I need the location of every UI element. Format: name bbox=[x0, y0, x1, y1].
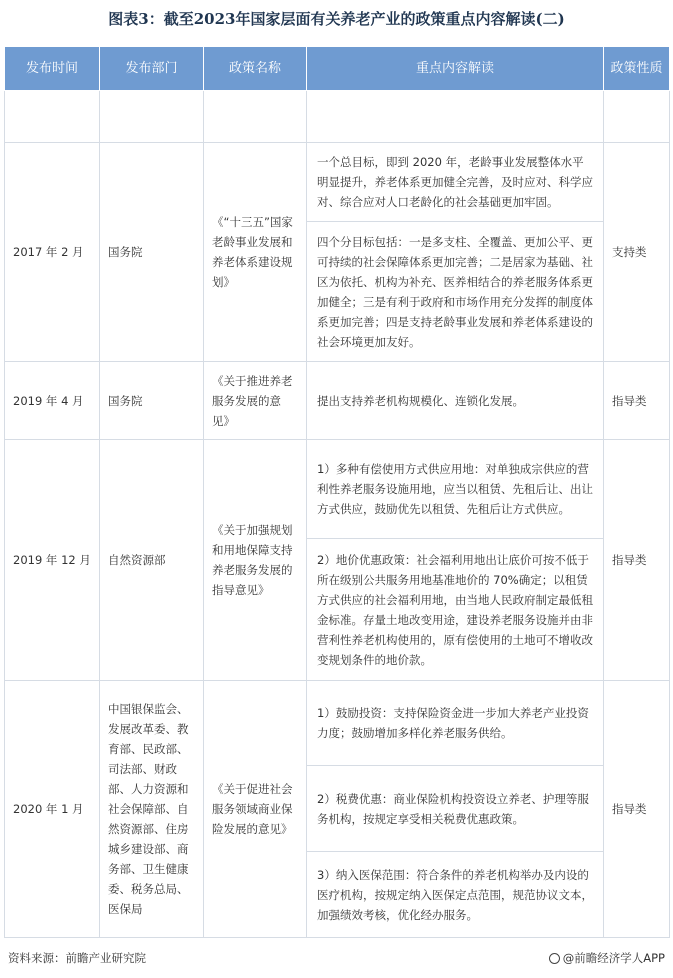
brand-note: @前瞻经济学人APP bbox=[549, 950, 665, 966]
header-key-points: 重点内容解读 bbox=[307, 47, 604, 91]
key-point: 提出支持养老机构规模化、连锁化发展。 bbox=[317, 393, 524, 408]
key-point: 一个总目标，即到 2020 年，老龄事业发展整体水平明显提升，养老体系更加健全完善，及时应对、科学应对、综合应对人口老龄化的社会基础更加牢固。 bbox=[317, 155, 593, 209]
row-nature: 指导类 bbox=[604, 440, 670, 681]
table-header-row bbox=[5, 47, 670, 91]
header-date: 发布时间 bbox=[5, 47, 100, 91]
header-name: 政策名称 bbox=[204, 47, 307, 91]
row-key-points bbox=[307, 440, 604, 681]
key-point: 四个分目标包括：一是多支柱、全覆盖、更加公平、更可持续的社会保障体系更加完善；二是居家为基础、社区为依托、机构为补充、医养相结合的养老服务体系更加健全；三是有利于政府和市场作用充分发挥的制度体系更加完善；四是支持老龄事业发展和养老体系建设的社会环境更加友好。 bbox=[307, 221, 603, 361]
row-date: 2020 年 1 月 bbox=[5, 681, 100, 938]
key-point: 1）鼓励投资：支持保险资金进一步加大养老产业投资力度；鼓励增加多样化养老服务供给。 bbox=[317, 706, 589, 740]
row-policy-name: 《关于加强规划和用地保障支持养老服务发展的指导意见》 bbox=[204, 440, 307, 681]
row-date: 2017 年 2 月 bbox=[5, 143, 100, 362]
page-title: 图表3：截至2023年国家层面有关养老产业的政策重点内容解读(二) bbox=[108, 10, 565, 28]
row-nature: 指导类 bbox=[604, 681, 670, 938]
table-row bbox=[5, 143, 670, 362]
key-point: 3）纳入医保范围：符合条件的养老机构举办及内设的医疗机构，按规定纳入医保定点范围，规范协议文本，加强绩效考核，优化经办服务。 bbox=[307, 851, 603, 937]
header-dept: 发布部门 bbox=[100, 47, 204, 91]
table-row-empty bbox=[5, 91, 670, 143]
key-point: 2）税费优惠：商业保险机构投资设立养老、护理等服务机构，按规定享受相关税费优惠政策。 bbox=[307, 765, 603, 851]
table-row bbox=[5, 362, 670, 440]
row-key-points bbox=[307, 143, 604, 362]
row-dept: 国务院 bbox=[100, 143, 204, 362]
row-nature: 支持类 bbox=[604, 143, 670, 362]
row-key-points bbox=[307, 362, 604, 440]
row-date: 2019 年 4 月 bbox=[5, 362, 100, 440]
row-key-points bbox=[307, 681, 604, 938]
source-note: 资料来源：前瞻产业研究院 bbox=[8, 951, 146, 965]
key-point: 1）多种有偿使用方式供应用地：对单独成宗供应的营利性养老服务设施用地，应当以租赁、先租后让、出让方式供应，鼓励优先以租赁、先租后让方式供应。 bbox=[317, 462, 593, 516]
header-nature: 政策性质 bbox=[604, 47, 670, 91]
row-nature: 指导类 bbox=[604, 362, 670, 440]
row-policy-name: 《关于促进社会服务领域商业保险发展的意见》 bbox=[204, 681, 307, 938]
row-date: 2019 年 12 月 bbox=[5, 440, 100, 681]
row-policy-name: 《“十三五”国家老龄事业发展和养老体系建设规划》 bbox=[204, 143, 307, 362]
row-dept: 国务院 bbox=[100, 362, 204, 440]
row-policy-name: 《关于推进养老服务发展的意见》 bbox=[204, 362, 307, 440]
policy-table bbox=[4, 46, 670, 938]
table-row bbox=[5, 681, 670, 938]
table-row bbox=[5, 440, 670, 681]
brand-logo-icon bbox=[549, 953, 560, 964]
row-dept: 自然资源部 bbox=[100, 440, 204, 681]
key-point: 2）地价优惠政策：社会福利用地出让底价可按不低于所在级别公共服务用地基准地价的 70%确定；以租赁方式供应的社会福利用地，由当地人民政府制定最低租金标准。存量土地改变用途，建设养老服务设施并由非营利性养老机构使用的，原有偿使用的土地可不增收改变规划条件的地价款。 bbox=[307, 538, 603, 680]
row-dept: 中国银保监会、发展改革委、教育部、民政部、司法部、财政部、人力资源和社会保障部、自然资源部、住房城乡建设部、商务部、卫生健康委、税务总局、医保局 bbox=[100, 681, 204, 938]
